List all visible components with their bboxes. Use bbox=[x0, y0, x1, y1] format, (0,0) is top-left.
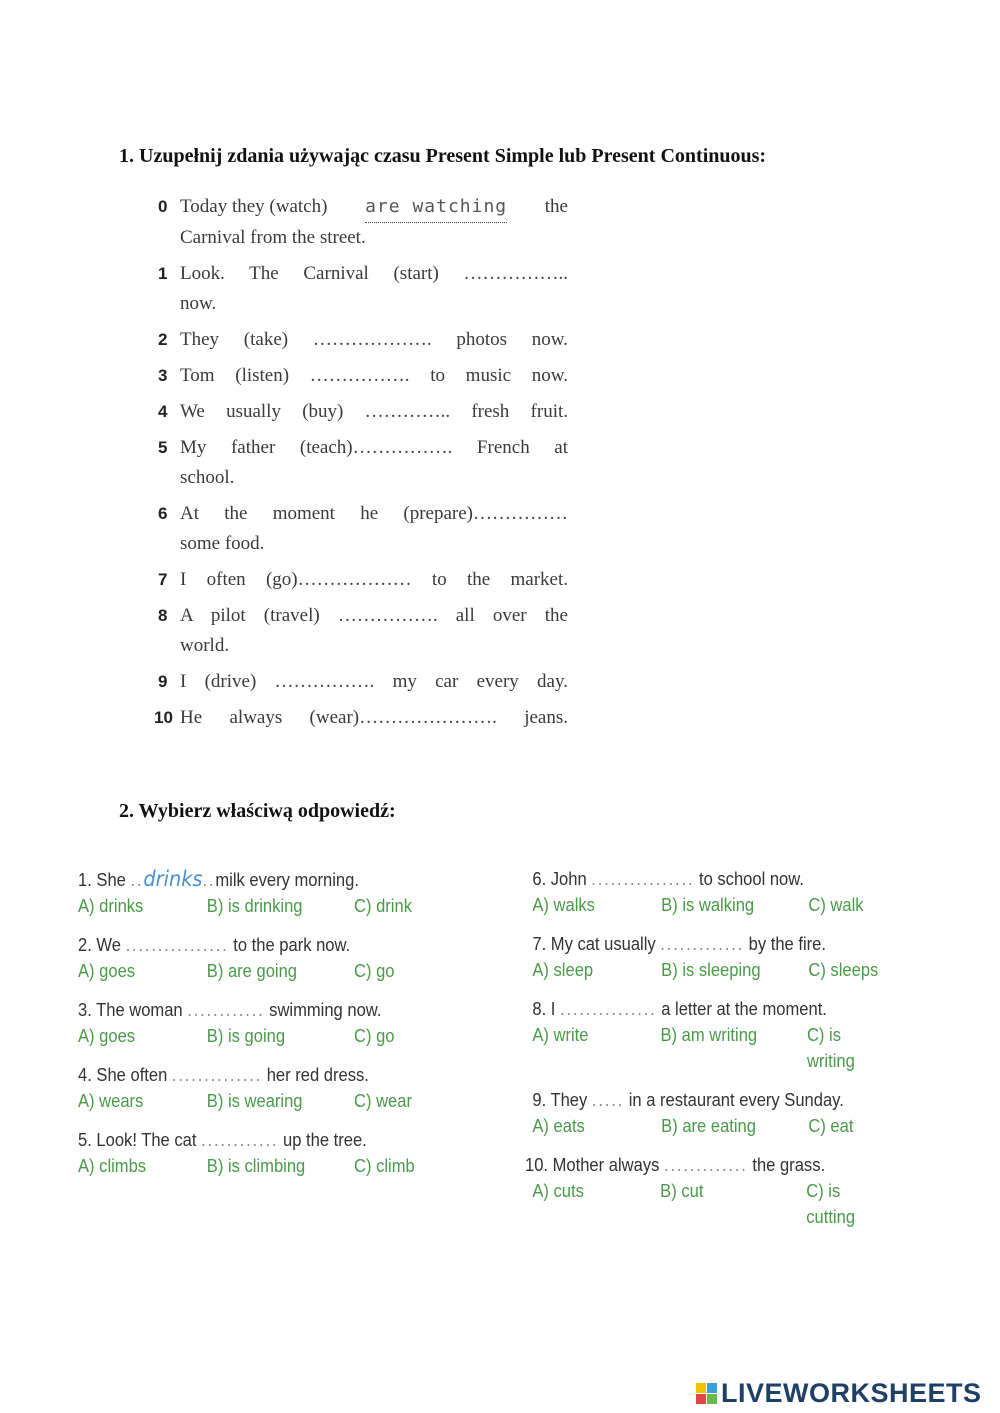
option-c[interactable]: C) go bbox=[354, 961, 395, 981]
question-text: 2. We bbox=[78, 935, 121, 955]
item-text[interactable]: I (drive) ……………. my car every day. bbox=[180, 671, 568, 692]
exercise-2-heading: 2. Wybierz właściwą odpowiedź: bbox=[119, 800, 396, 822]
logo-square bbox=[707, 1394, 717, 1404]
logo-square bbox=[696, 1394, 706, 1404]
exercise-1-item-2 bbox=[158, 325, 568, 355]
item-text[interactable]: He always (wear)…………………. jeans. bbox=[180, 707, 568, 728]
option-b[interactable]: B) is climbing bbox=[206, 1156, 306, 1176]
item-number: 9 bbox=[158, 672, 168, 691]
exercise-1-item-7 bbox=[158, 565, 568, 595]
exercise-1-list bbox=[154, 192, 568, 739]
option-a[interactable]: A) goes bbox=[78, 961, 136, 981]
exercise-1-item-9 bbox=[158, 667, 568, 697]
question-text: 6. John bbox=[532, 869, 587, 889]
option-b[interactable]: B) am writing bbox=[660, 1025, 758, 1045]
exercise-1-heading: 1. Uzupełnij zdania używając czasu Present Simple lub Present Continuous: bbox=[119, 145, 767, 167]
item-text: the bbox=[544, 196, 568, 217]
question-8 bbox=[525, 996, 925, 1074]
option-b[interactable]: B) cut bbox=[660, 1181, 704, 1201]
blank-dots[interactable]: ............... bbox=[559, 999, 657, 1019]
option-b[interactable]: B) is wearing bbox=[206, 1091, 303, 1111]
item-text-line-2: world. bbox=[180, 635, 230, 656]
question-text: 7. My cat usually bbox=[532, 934, 656, 954]
blank-dots[interactable]: ............. bbox=[660, 934, 745, 954]
logo-text: LIVEWORKSHEETS bbox=[721, 1378, 982, 1408]
option-b[interactable]: B) are going bbox=[206, 961, 298, 981]
item-number: 5 bbox=[158, 438, 168, 457]
question-text: the grass. bbox=[752, 1155, 826, 1175]
question-10 bbox=[525, 1152, 925, 1230]
item-text[interactable]: We usually (buy) ………….. fresh fruit. bbox=[180, 401, 568, 422]
option-b[interactable]: B) are eating bbox=[661, 1116, 756, 1136]
option-c[interactable]: C) eat bbox=[808, 1116, 854, 1136]
item-number: 1 bbox=[158, 264, 168, 283]
question-text: up the tree. bbox=[282, 1130, 367, 1150]
option-c[interactable]: C) go bbox=[354, 1026, 395, 1046]
liveworksheets-logo bbox=[696, 1378, 982, 1409]
item-number: 8 bbox=[158, 606, 168, 625]
question-text: her red dress. bbox=[266, 1065, 369, 1085]
blank-dots[interactable]: ................ bbox=[591, 869, 695, 889]
question-text: 1. She bbox=[78, 870, 126, 890]
filled-answer[interactable]: drinks bbox=[143, 867, 203, 891]
exercise-2-right-column bbox=[525, 866, 925, 1243]
option-a[interactable]: A) goes bbox=[78, 1026, 136, 1046]
question-text: 5. Look! The cat bbox=[78, 1130, 197, 1150]
item-number: 10 bbox=[154, 708, 173, 727]
option-a[interactable]: A) wears bbox=[78, 1091, 144, 1111]
exercise-2-left-column bbox=[78, 866, 478, 1192]
blank-dots: .. bbox=[202, 870, 216, 890]
question-5 bbox=[78, 1127, 478, 1179]
item-number: 3 bbox=[158, 366, 168, 385]
option-a[interactable]: A) eats bbox=[532, 1116, 585, 1136]
exercise-1-item-8 bbox=[158, 601, 568, 661]
exercise-1-item-4 bbox=[158, 397, 568, 427]
option-b[interactable]: B) is going bbox=[206, 1026, 286, 1046]
option-a[interactable]: A) walks bbox=[532, 895, 595, 915]
option-a[interactable]: A) climbs bbox=[78, 1156, 147, 1176]
exercise-1-item-1 bbox=[158, 259, 568, 319]
option-b[interactable]: B) is sleeping bbox=[661, 960, 761, 980]
question-text: in a restaurant every Sunday. bbox=[628, 1090, 844, 1110]
question-text: to the park now. bbox=[233, 935, 351, 955]
item-number: 0 bbox=[158, 197, 168, 216]
item-text[interactable]: My father (teach)……………. French at bbox=[180, 437, 568, 458]
exercise-1-item-5 bbox=[158, 433, 568, 493]
blank-dots[interactable]: ..... bbox=[591, 1090, 625, 1110]
option-a[interactable]: A) write bbox=[532, 1025, 589, 1045]
option-a[interactable]: A) sleep bbox=[532, 960, 594, 980]
question-7 bbox=[525, 931, 925, 983]
question-9 bbox=[525, 1087, 925, 1139]
item-text-line-2: Carnival from the street. bbox=[180, 227, 366, 248]
blank-dots: .. bbox=[130, 870, 144, 890]
question-2 bbox=[78, 932, 478, 984]
option-c[interactable]: C) drink bbox=[354, 896, 412, 916]
item-text[interactable]: At the moment he (prepare)…………… bbox=[180, 503, 568, 524]
item-number: 4 bbox=[158, 402, 168, 421]
logo-icon bbox=[696, 1383, 717, 1404]
question-text: 3. The woman bbox=[78, 1000, 183, 1020]
blank-dots[interactable]: ............. bbox=[664, 1155, 748, 1175]
item-text[interactable]: A pilot (travel) ……………. all over the bbox=[180, 605, 568, 626]
item-number: 6 bbox=[158, 504, 168, 523]
item-text[interactable]: Look. The Carnival (start) …………….. bbox=[180, 263, 568, 284]
exercise-1-item-0 bbox=[158, 192, 568, 253]
item-text[interactable]: I often (go)……………… to the market. bbox=[180, 569, 568, 590]
blank-dots[interactable]: ............ bbox=[201, 1130, 279, 1150]
option-a[interactable]: A) cuts bbox=[532, 1181, 584, 1201]
option-b[interactable]: B) is drinking bbox=[206, 896, 303, 916]
item-number: 7 bbox=[158, 570, 168, 589]
question-text: 4. She often bbox=[78, 1065, 168, 1085]
question-text: to school now. bbox=[698, 869, 804, 889]
item-text-line-2: now. bbox=[180, 293, 217, 314]
item-text-line-2: some food. bbox=[180, 533, 265, 554]
logo-square bbox=[696, 1383, 706, 1393]
blank-dots[interactable]: ............ bbox=[187, 1000, 265, 1020]
item-text[interactable]: Tom (listen) ……………. to music now. bbox=[180, 365, 568, 386]
option-c[interactable]: C) is cutting bbox=[806, 1181, 856, 1227]
question-text: by the fire. bbox=[748, 934, 826, 954]
question-1 bbox=[78, 866, 478, 919]
example-answer: are watching bbox=[365, 192, 507, 223]
question-text: a letter at the moment. bbox=[661, 999, 827, 1019]
option-c[interactable]: C) is writing bbox=[806, 1025, 855, 1071]
blank-dots[interactable]: .............. bbox=[171, 1065, 263, 1085]
item-text[interactable]: They (take) ………………. photos now. bbox=[180, 329, 568, 350]
blank-dots[interactable]: ................ bbox=[125, 935, 229, 955]
question-text: swimming now. bbox=[269, 1000, 382, 1020]
item-text-line-2: school. bbox=[180, 467, 235, 488]
option-b[interactable]: B) is walking bbox=[661, 895, 755, 915]
question-text: 8. I bbox=[532, 999, 556, 1019]
question-text: 10. Mother always bbox=[525, 1155, 660, 1175]
option-c[interactable]: C) climb bbox=[354, 1156, 415, 1176]
option-c[interactable]: C) wear bbox=[354, 1091, 412, 1111]
option-c[interactable]: C) sleeps bbox=[808, 960, 879, 980]
question-3 bbox=[78, 997, 478, 1049]
question-text: 9. They bbox=[532, 1090, 588, 1110]
option-c[interactable]: C) walk bbox=[808, 895, 864, 915]
exercise-1-item-3 bbox=[158, 361, 568, 391]
exercise-1-item-6 bbox=[158, 499, 568, 559]
question-4 bbox=[78, 1062, 478, 1114]
option-a[interactable]: A) drinks bbox=[78, 896, 144, 916]
item-number: 2 bbox=[158, 330, 168, 349]
question-text: milk every morning. bbox=[215, 870, 359, 890]
logo-square bbox=[707, 1383, 717, 1393]
question-6 bbox=[525, 866, 925, 918]
exercise-1-item-10 bbox=[154, 703, 568, 733]
item-text: Today they (watch) bbox=[180, 196, 328, 217]
